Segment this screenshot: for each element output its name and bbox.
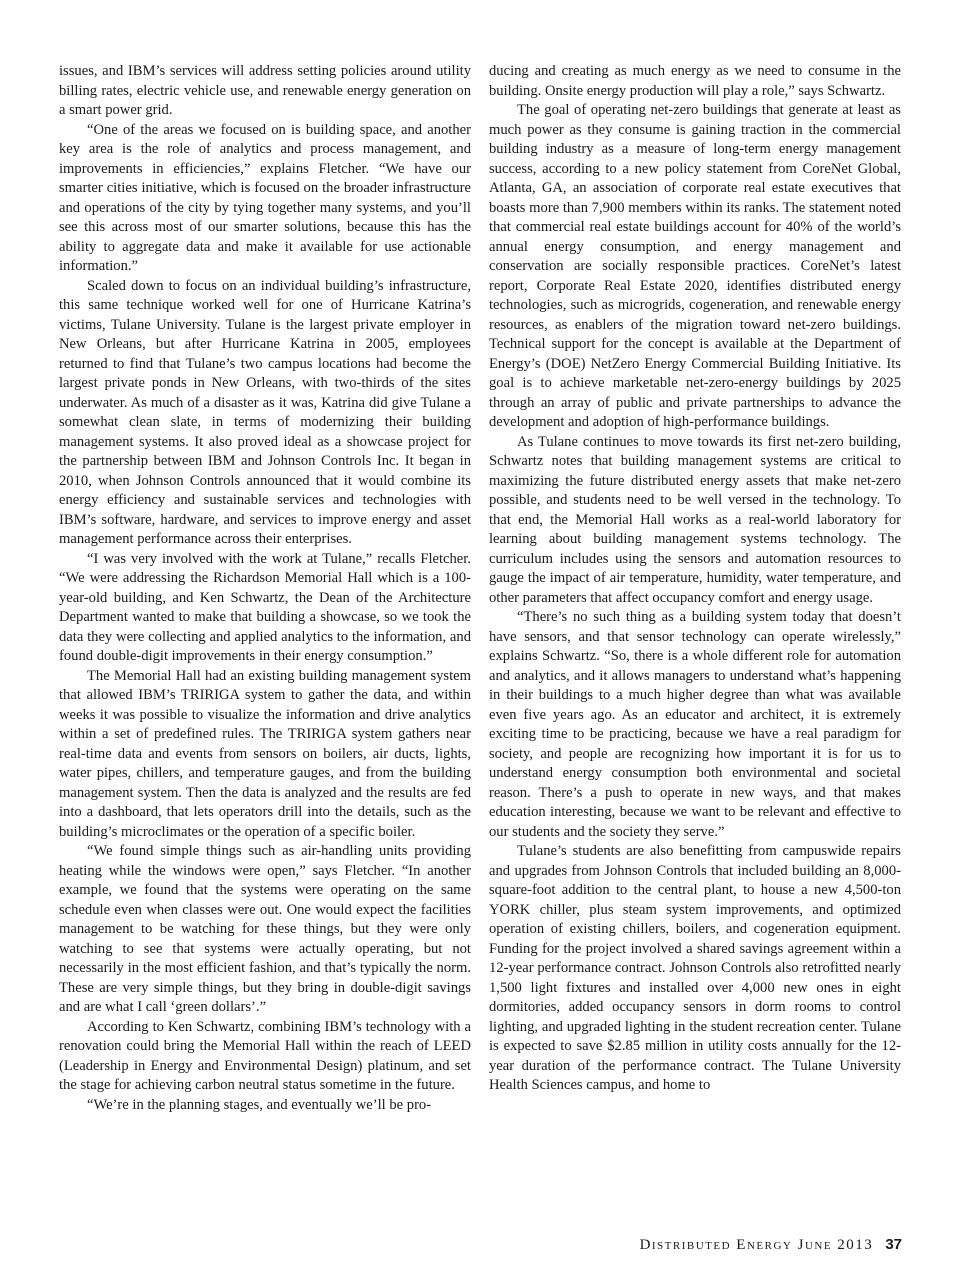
paragraph: “There’s no such thing as a building system today that doesn’t have sensors, and that sensor technology can operate wirelessly,” explains Schwartz. “So, there is a whole different role for automation and analytics, and it allows managers to understand what’s happening in their buildings to a much higher degree than what was available even five years ago. As an educator and architect, it is extremely exciting time to be practicing, because we have a real paradigm for society, and people are recognizing how important it is for us to understand energy consumption both environmental and societal reason. There’s a push to operate in new ways, and that makes education interesting, because we want to be relevant and effective to our students and the society they serve.” [489, 609, 901, 840]
paragraph: issues, and IBM’s services will address setting policies around utility billing rates, electric vehicle use, and renewable energy generation on a smart power grid. [59, 63, 471, 118]
paragraph: “One of the areas we focused on is building space, and another key area is the role of analytics and process management, and improvements in efficiencies,” explains Fletcher. “We have our smarter cities initiative, which is focused on the broader infrastructure and operations of the city by tying together many systems, and you’ll see this across most of our smarter solutions, because this has the ability to aggregate data and make it available for use actionable information.” [59, 121, 471, 274]
paragraph: As Tulane continues to move towards its first net-zero building, Schwartz notes that building management systems are critical to maximizing the future distributed energy assets that make net-zero possible, and students need to be well versed in the technology. To that end, the Memorial Hall works as a real-world laboratory for learning about building management systems technology. The curriculum includes using the sensors and automation resources to gauge the impact of air temperature, humidity, water temperature, and other parameters that affect occupancy comfort and energy usage. [489, 433, 901, 606]
publication-issue: Distributed Energy June 2013 [639, 1237, 874, 1253]
paragraph: “I was very involved with the work at Tulane,” recalls Fletcher. “We were addressing the Richardson Memorial Hall which is a 100-year-old building, and Ken Schwartz, the Dean of the Architecture Department wanted to make that building a showcase, so we took the data they were collecting and applied analytics to the information, and found double-digit improvements in their energy consumption.” [59, 550, 471, 664]
paragraph: The Memorial Hall had an existing building management system that allowed IBM’s TRIRIGA system to gather the data, and within weeks it was possible to visualize the information and drive analytics within a set of predefined rules. The TRIRIGA system gathers near real-time data and events from sensors on boilers, air ducts, lights, water pipes, chillers, and temperature gauges, and from the building management system. Then the data is analyzed and the results are fed into a dashboard, that lets operators drill into the details, such as the building’s microclimates or the operation of a specific boiler. [59, 667, 471, 840]
paragraph: According to Ken Schwartz, combining IBM’s technology with a renovation could bring the Memorial Hall within the reach of LEED (Leadership in Energy and Environmental Design) platinum, and set the stage for achieving carbon neutral status sometime in the future. [59, 1018, 471, 1093]
article-column-right [489, 62, 901, 1096]
paragraph: Scaled down to focus on an individual building’s infrastructure, this same technique worked well for one of Hurricane Katrina’s victims, Tulane University. Tulane is the largest private employer in New Orleans, but after Hurricane Katrina in 2005, employees returned to find that Tulane’s two campus locations had become the largest private ponds in New Orleans, with two-thirds of the sites underwater. As much of a disaster as it was, Katrina did give Tulane a somewhat clean slate, in terms of modernizing their building management systems. It also proved ideal as a showcase project for the partnership between IBM and Johnson Controls Inc. It began in 2010, when Johnson Controls announced that it would combine its energy efficiency and sustainable services and technologies with IBM’s software, hardware, and services to improve energy and asset management performance across their enterprises. [59, 277, 471, 547]
paragraph: ducing and creating as much energy as we need to consume in the building. Onsite energy production will play a role,” says Schwartz. [489, 63, 901, 99]
paragraph: The goal of operating net-zero buildings that generate at least as much power as they consume is gaining traction in the commercial building industry as a measure of long-term energy management success, according to a new policy statement from CoreNet Global, Atlanta, GA, an association of corporate real estate executives that boasts more than 7,900 members within its ranks. The statement noted that commercial real estate buildings account for 40% of the world’s annual energy consumption, and energy management and conservation are socially responsible practices. CoreNet’s latest report, Corporate Real Estate 2020, identifies distributed energy technologies, such as microgrids, cogeneration, and renewable energy resources, as enablers of the migration toward net-zero buildings. Technical support for the concept is available at the Department of Energy’s (DOE) NetZero Energy Commercial Building Initiative. Its goal is to achieve marketable net-zero-energy buildings by 2025 through an array of public and private partnerships to advance the development and adoption of high-performance buildings. [489, 102, 901, 430]
article-column-left [59, 62, 471, 1115]
page-footer [640, 1236, 902, 1254]
page-number: 37 [885, 1236, 902, 1253]
paragraph: “We found simple things such as air-handling units providing heating while the windows were open,” says Fletcher. “In another example, we found that the systems were operating on the same schedule even when classes were out. One would expect the facilities management to be watching for these things, but they were only watching to see that systems were actually operating, but not necessarily in the most efficient fashion, and that’s typically the norm. These are very simple things, but they bring in double-digit savings and are what I call ‘green dollars’.” [59, 843, 471, 1015]
paragraph: “We’re in the planning stages, and eventually we’ll be pro- [87, 1096, 432, 1113]
paragraph: Tulane’s students are also benefitting from campuswide repairs and upgrades from Johnson Controls that included building an 8,000-square-foot addition to the central plant, to house a new 4,500-ton YORK chiller, plus steam system improvements, and optimized operation of existing chillers, boilers, and cogeneration equipment. Funding for the project involved a shared savings agreement within a 12-year performance contract. Johnson Controls also retrofitted nearly 1,500 light fixtures and installed over 4,000 new ones in eight dormitories, added occupancy sensors in dorm rooms to control lighting, and upgraded lighting in the student recreation center. Tulane is expected to save $2.85 million in utility costs annually for the 12-year duration of the performance contract. The Tulane University Health Sciences campus, and home to [489, 843, 901, 1093]
